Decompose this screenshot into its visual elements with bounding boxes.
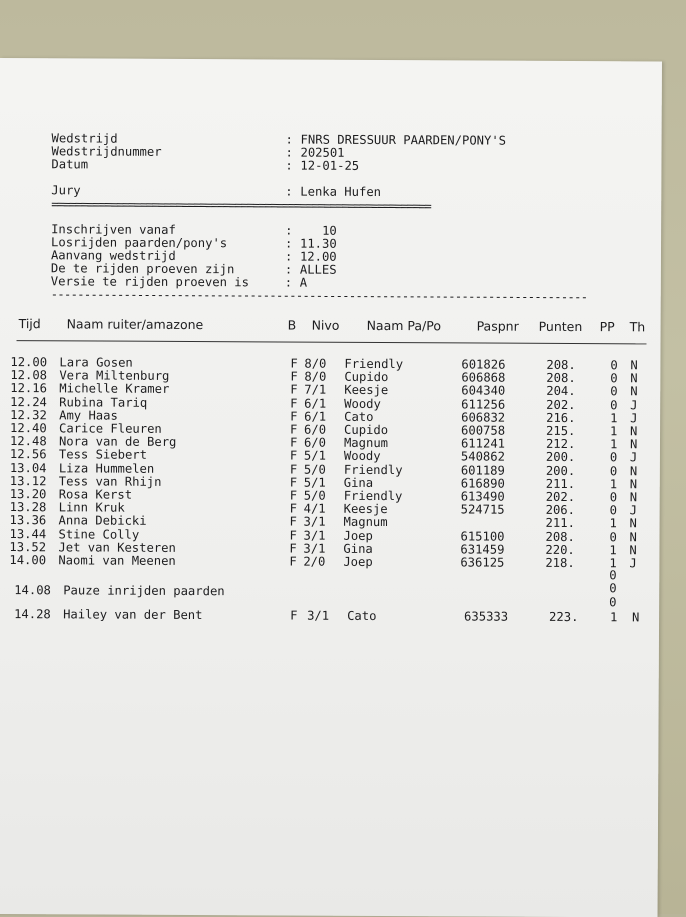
colon: : bbox=[284, 262, 293, 277]
cell-horse: Gina bbox=[343, 541, 373, 556]
col-pp: PP bbox=[599, 319, 615, 335]
cell-tijd: 13.12 bbox=[9, 473, 47, 489]
cell-paspnr: 540862 bbox=[460, 449, 505, 465]
cell-naam: Hailey van der Bent bbox=[63, 607, 203, 623]
cell-punten: 200. bbox=[545, 463, 576, 478]
cell-horse: Woody bbox=[343, 449, 381, 464]
printed-sheet bbox=[0, 58, 662, 917]
cell-horse: Friendly bbox=[344, 356, 404, 372]
cell-b: F bbox=[289, 501, 298, 516]
cell-th: J bbox=[629, 503, 638, 518]
cell-punten: 211. bbox=[545, 476, 576, 491]
cell-tijd: 14.00 bbox=[9, 553, 47, 568]
cell-th: N bbox=[630, 424, 638, 439]
cell-paspnr: 613490 bbox=[460, 489, 505, 504]
value-proeven: ALLES bbox=[299, 262, 337, 277]
label-aanvang: Aanvang wedstrijd bbox=[50, 248, 176, 263]
cell-horse: Joep bbox=[343, 528, 373, 543]
colon: : bbox=[284, 236, 293, 251]
cell-punten: 220. bbox=[545, 542, 575, 557]
cell-b: F bbox=[290, 396, 298, 411]
cell-tijd: 12.08 bbox=[10, 368, 48, 383]
cell-tijd: 13.20 bbox=[9, 487, 47, 502]
cell-b: F bbox=[289, 554, 297, 569]
cell-nivo: 5/1 bbox=[303, 475, 326, 490]
cell-horse: Joep bbox=[343, 554, 373, 569]
cell-pp: 0 bbox=[610, 397, 618, 412]
cell-nivo: 6/0 bbox=[304, 422, 327, 437]
cell-paspnr: 606832 bbox=[461, 410, 506, 425]
table-row bbox=[0, 608, 659, 624]
cell-pp: 0 bbox=[609, 581, 617, 596]
pauze-time: 14.08 bbox=[14, 583, 51, 598]
colon: : bbox=[285, 132, 293, 147]
cell-paspnr: 601826 bbox=[461, 357, 506, 372]
cell-punten: 211. bbox=[545, 516, 575, 531]
colon: : bbox=[284, 275, 293, 290]
cell-horse: Friendly bbox=[343, 488, 403, 504]
cell-punten: 208. bbox=[546, 371, 576, 386]
cell-punten: 218. bbox=[545, 555, 575, 571]
col-punten: Punten bbox=[538, 318, 583, 335]
cell-th: N bbox=[629, 490, 638, 505]
cell-pp: 0 bbox=[610, 371, 618, 386]
cell-tijd: 13.36 bbox=[9, 513, 47, 528]
label-inschrijven: Inschrijven vanaf bbox=[51, 222, 176, 237]
cell-th: N bbox=[629, 516, 637, 531]
cell-naam: Nora van de Berg bbox=[58, 434, 177, 450]
double-separator: ================================================================ bbox=[51, 197, 431, 214]
cell-horse: Cato bbox=[347, 608, 377, 623]
cell-paspnr: 606868 bbox=[461, 370, 506, 385]
cell-punten: 208. bbox=[545, 529, 575, 544]
cell-nivo: 3/1 bbox=[303, 514, 326, 530]
cell-th: J bbox=[630, 411, 638, 426]
col-b: B bbox=[287, 317, 297, 333]
cell-naam: Anna Debicki bbox=[58, 513, 147, 529]
cell-paspnr: 611241 bbox=[460, 436, 506, 451]
cell-nivo: 3/1 bbox=[303, 528, 326, 543]
cell-naam: Tess Siebert bbox=[58, 447, 148, 463]
cell-nivo: 7/1 bbox=[304, 382, 327, 398]
cell-naam: Michelle Kramer bbox=[59, 381, 170, 397]
cell-th: N bbox=[629, 463, 638, 478]
colon: : bbox=[285, 184, 293, 199]
value-wedstrijd: FNRS DRESSUUR PAARDEN/PONY'S bbox=[300, 132, 507, 148]
cell-tijd: 12.24 bbox=[10, 394, 47, 409]
cell-naam: Vera Miltenburg bbox=[59, 368, 170, 384]
cell-pp: 0 bbox=[609, 450, 618, 465]
cell-punten: 206. bbox=[545, 503, 576, 518]
colon: : bbox=[284, 249, 293, 264]
label-losrijden: Losrijden paarden/pony's bbox=[50, 235, 228, 251]
cell-nivo: 3/1 bbox=[307, 608, 330, 623]
cell-pp: 0 bbox=[609, 568, 617, 583]
cell-paspnr: 524715 bbox=[460, 502, 505, 517]
cell-pp: 0 bbox=[609, 503, 618, 518]
cell-nivo: 6/1 bbox=[304, 409, 327, 424]
pauze-text: Pauze inrijden paarden bbox=[63, 583, 225, 599]
cell-b: F bbox=[290, 356, 298, 371]
cell-nivo: 2/0 bbox=[303, 554, 326, 569]
cell-naam: Naomi van Meenen bbox=[58, 553, 176, 568]
cell-punten: 202. bbox=[545, 489, 576, 505]
cell-b: F bbox=[289, 475, 298, 490]
cell-th: N bbox=[629, 529, 637, 544]
cell-th: N bbox=[629, 543, 637, 558]
label-versie: Versie te rijden proeven is bbox=[50, 274, 249, 290]
label-proeven: De te rijden proeven zijn bbox=[50, 261, 235, 277]
cell-paspnr: 601189 bbox=[460, 463, 505, 478]
col-th: Th bbox=[629, 319, 646, 335]
cell-punten: 216. bbox=[546, 410, 576, 425]
value-inschrijven: 10 bbox=[300, 223, 337, 238]
cell-punten: 212. bbox=[545, 437, 576, 452]
value-jury: Lenka Hufen bbox=[300, 184, 382, 199]
cell-nivo: 8/0 bbox=[304, 369, 327, 384]
cell-punten: 223. bbox=[549, 609, 579, 625]
cell-horse: Friendly bbox=[343, 462, 403, 477]
cell-nivo: 5/1 bbox=[303, 448, 326, 464]
col-paspnr: Paspnr bbox=[476, 318, 519, 334]
dashed-separator: --------------------------------------------------------------------------------- bbox=[50, 287, 588, 305]
cell-th: N bbox=[630, 358, 638, 373]
cell-tijd: 13.28 bbox=[9, 500, 47, 515]
cell-b: F bbox=[290, 422, 298, 437]
cell-punten: 208. bbox=[546, 357, 576, 373]
cell-horse: Gina bbox=[343, 475, 374, 490]
cell-naam: Tess van Rhijn bbox=[58, 474, 162, 489]
col-tijd: Tijd bbox=[18, 316, 41, 332]
col-naam: Naam ruiter/amazone bbox=[66, 316, 204, 333]
cell-th: N bbox=[632, 610, 640, 625]
cell-b: F bbox=[290, 608, 298, 623]
cell-naam: Rubina Tariq bbox=[59, 394, 148, 410]
cell-nivo: 5/0 bbox=[303, 462, 326, 477]
colon: : bbox=[285, 158, 293, 173]
cell-horse: Cupido bbox=[344, 422, 389, 438]
cell-paspnr: 611256 bbox=[461, 397, 506, 412]
cell-naam: Amy Haas bbox=[59, 408, 118, 423]
cell-pp: 0 bbox=[609, 529, 617, 544]
cell-pp: 1 bbox=[610, 424, 618, 439]
colon: : bbox=[285, 223, 293, 238]
value-aanvang: 12.00 bbox=[299, 249, 337, 264]
cell-paspnr: 615100 bbox=[460, 529, 505, 544]
cell-pp: 0 bbox=[610, 384, 618, 399]
cell-tijd: 13.04 bbox=[9, 460, 47, 475]
value-datum: 12-01-25 bbox=[300, 158, 360, 173]
cell-paspnr: 636125 bbox=[460, 555, 505, 570]
cell-paspnr: 600758 bbox=[461, 423, 506, 438]
cell-horse: Magnum bbox=[343, 435, 389, 451]
cell-tijd: 12.56 bbox=[9, 447, 47, 462]
cell-pp: 1 bbox=[609, 556, 617, 571]
cell-b: F bbox=[289, 488, 298, 503]
value-losrijden: 11.30 bbox=[299, 236, 337, 251]
cell-horse: Keesje bbox=[344, 383, 389, 398]
cell-th: J bbox=[629, 450, 638, 465]
cell-b: F bbox=[290, 382, 298, 397]
cell-pp: 1 bbox=[609, 516, 617, 531]
label-wedstrijd: Wedstrijd bbox=[51, 131, 118, 146]
cell-pp: 1 bbox=[610, 610, 618, 625]
cell-th: N bbox=[629, 437, 638, 452]
cell-paspnr: 635333 bbox=[464, 609, 509, 624]
cell-pp: 1 bbox=[609, 476, 618, 492]
cell-punten: 215. bbox=[546, 423, 576, 439]
cell-pp: 0 bbox=[609, 463, 618, 478]
cell-pp: 0 bbox=[609, 594, 617, 609]
cell-tijd: 14.28 bbox=[14, 607, 51, 622]
cell-nivo: 6/0 bbox=[303, 435, 327, 450]
cell-tijd: 13.52 bbox=[9, 539, 47, 555]
cell-b: F bbox=[289, 462, 298, 477]
cell-punten: 204. bbox=[546, 384, 576, 399]
cell-naam: Liza Hummelen bbox=[58, 460, 155, 476]
cell-naam: Stine Colly bbox=[58, 526, 140, 542]
cell-tijd: 12.40 bbox=[10, 421, 47, 436]
value-wedstrijdnummer: 202501 bbox=[300, 145, 345, 160]
cell-b: F bbox=[289, 435, 298, 450]
col-horse: Naam Pa/Po bbox=[366, 317, 442, 334]
cell-pp: 1 bbox=[609, 542, 617, 558]
cell-nivo: 8/0 bbox=[304, 356, 327, 371]
cell-paspnr: 616890 bbox=[460, 476, 505, 491]
cell-naam: Linn Kruk bbox=[58, 500, 125, 515]
cell-tijd: 12.00 bbox=[10, 355, 48, 370]
cell-nivo: 3/1 bbox=[303, 541, 326, 556]
colon: : bbox=[285, 145, 293, 160]
cell-naam: Jet van Kesteren bbox=[58, 540, 176, 555]
cell-tijd: 12.32 bbox=[10, 407, 47, 423]
cell-nivo: 6/1 bbox=[304, 396, 327, 411]
cell-b: F bbox=[289, 514, 297, 529]
cell-pp: 1 bbox=[610, 410, 618, 426]
cell-horse: Cato bbox=[344, 409, 374, 424]
header-underline bbox=[17, 340, 647, 344]
cell-th: N bbox=[630, 371, 638, 386]
cell-nivo: 5/0 bbox=[303, 488, 326, 503]
cell-naam: Lara Gosen bbox=[59, 355, 133, 370]
cell-horse: Cupido bbox=[344, 369, 389, 385]
col-nivo: Nivo bbox=[311, 317, 340, 333]
cell-b: F bbox=[289, 528, 297, 543]
cell-th: J bbox=[630, 397, 638, 412]
cell-horse: Woody bbox=[344, 396, 381, 411]
cell-punten: 200. bbox=[545, 450, 576, 465]
cell-b: F bbox=[290, 369, 298, 384]
cell-naam: Carice Fleuren bbox=[59, 421, 162, 436]
cell-th: N bbox=[629, 477, 638, 492]
cell-paspnr: 631459 bbox=[460, 542, 505, 557]
cell-horse: Magnum bbox=[343, 515, 388, 530]
value-versie: A bbox=[299, 275, 308, 290]
label-jury: Jury bbox=[51, 183, 81, 198]
cell-pp: 0 bbox=[610, 358, 618, 373]
cell-punten: 202. bbox=[546, 397, 576, 412]
cell-paspnr: 604340 bbox=[461, 383, 506, 399]
cell-horse: Keesje bbox=[343, 501, 388, 517]
cell-tijd: 12.48 bbox=[9, 434, 47, 449]
cell-th: N bbox=[630, 384, 638, 399]
cell-th: J bbox=[629, 556, 637, 571]
cell-nivo: 4/1 bbox=[303, 501, 326, 516]
label-wedstrijdnummer: Wedstrijdnummer bbox=[51, 144, 162, 159]
cell-pp: 1 bbox=[609, 437, 618, 452]
cell-b: F bbox=[289, 541, 297, 556]
label-datum: Datum bbox=[51, 157, 89, 172]
cell-tijd: 12.16 bbox=[10, 381, 47, 396]
cell-b: F bbox=[289, 448, 298, 463]
cell-naam: Rosa Kerst bbox=[58, 487, 133, 502]
cell-pp: 0 bbox=[609, 490, 618, 505]
cell-tijd: 13.44 bbox=[9, 526, 47, 541]
cell-b: F bbox=[290, 409, 298, 424]
